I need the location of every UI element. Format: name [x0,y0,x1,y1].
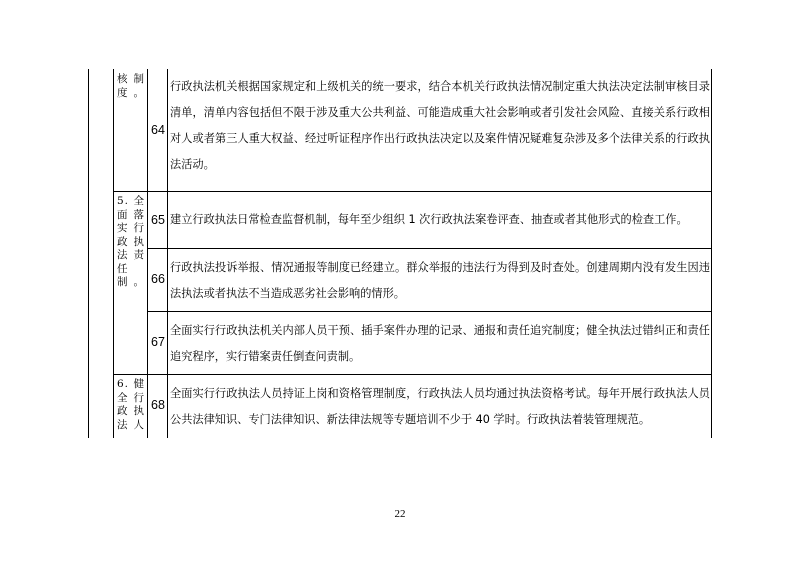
item-number-65: 65 [151,213,165,227]
item-text-64: 行政执法机关根据国家规定和上级机关的统一要求，结合本机关行政执法情况制定重大执法决定法制审核目录清单，清单内容包括但不限于涉及重大公共利益、可能造成重大社会影响或者引发社会风险、直接关系行政相对人或者第三人重大权益、经过听证程序作出行政执法决定以及案件情况疑难复杂涉及多个法律关系的行政执法活动。 [170,80,710,171]
item-text-65: 建立行政执法日常检查监督机制，每年至少组织 1 次行政执法案卷评查、抽查或者其他形式的检查工作。 [170,213,688,226]
category-cell-personnel: 6. 健全行政执法人 [117,378,145,431]
category-cell-review-system: 核 制 度。 [117,73,145,99]
page-number: 22 [394,508,406,520]
table-border-right [711,69,712,438]
category-cell-responsibility: 5. 全面落实行政执法责任制。 [117,195,145,288]
item-text-67: 全面实行行政执法机关内部人员干预、插手案件办理的记录、通报和责任追究制度；健全执法过错纠正和责任追究程序，实行错案责任倒查问责制。 [170,324,710,363]
table-border-left [88,69,89,438]
item-number-66: 66 [151,272,165,286]
table-divider-category [113,69,114,438]
item-number-68: 68 [151,398,165,412]
row-separator-65 [147,248,711,249]
row-separator-67 [113,374,711,375]
item-number-64: 64 [151,123,165,137]
row-separator-66 [147,311,711,312]
row-separator-64 [113,191,711,192]
item-text-66: 行政执法投诉举报、情况通报等制度已经建立。群众举报的违法行为得到及时查处。创建周期内没有发生因违法执法或者执法不当造成恶劣社会影响的情形。 [170,261,710,300]
item-number-67: 67 [151,335,165,349]
item-text-68: 全面实行行政执法人员持证上岗和资格管理制度，行政执法人员均通过执法资格考试。每年开展行政执法人员公共法律知识、专门法律知识、新法律法规等专题培训不少于 40 学时。行政执法着装管理规范。 [170,387,710,426]
